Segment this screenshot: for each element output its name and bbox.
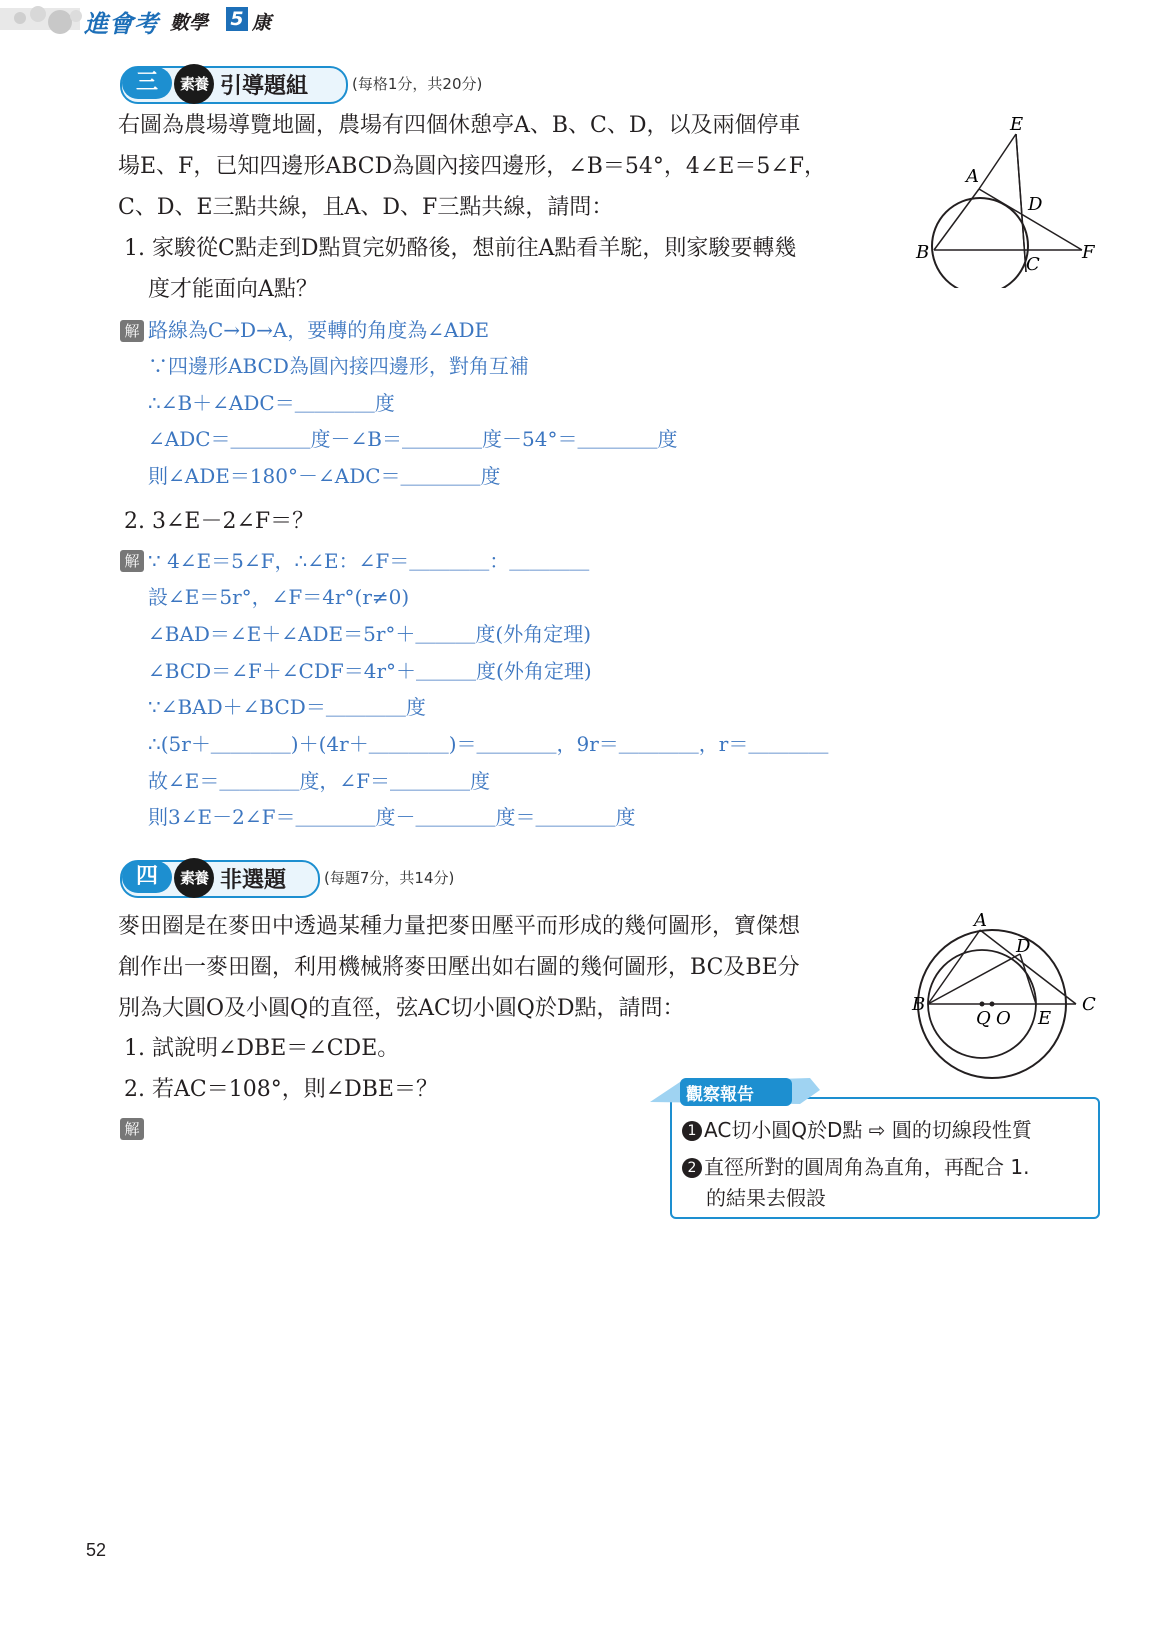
solution-marker: 解: [120, 320, 144, 342]
intro-line: 創作出一麥田圈，利用機械將麥田壓出如右圖的幾何圖形，BC及BE分: [118, 955, 800, 980]
solution-line: ∴∠B＋∠ADC＝＿＿＿＿度: [148, 391, 395, 415]
publisher-label: 康: [252, 12, 272, 34]
question-2: 2. 若AC＝108°，則∠DBE＝？: [124, 1077, 438, 1102]
intro-line: 麥田圈是在麥田中透過某種力量把麥田壓平而形成的幾何圖形，寶傑想: [118, 914, 801, 939]
literacy-badge: 素養: [174, 858, 214, 898]
section-number: 三: [122, 67, 172, 99]
intro-line: C、D、E三點共線，且A、D、F三點共線，請問：: [118, 195, 614, 220]
solution-line: ∠ADC＝＿＿＿＿度－∠B＝＿＿＿＿度－54°＝＿＿＿＿度: [148, 427, 678, 451]
section-score: (每題7分，共14分): [324, 869, 455, 887]
label-Q: Q: [976, 1008, 991, 1029]
solution-line: 則∠ADE＝180°－∠ADC＝＿＿＿＿度: [148, 464, 501, 488]
section-title: 引導題組: [220, 74, 309, 99]
section-3-heading: [120, 66, 520, 102]
intro-line: 右圖為農場導覽地圖，農場有四個休憩亭A、B、C、D，以及兩個停車: [118, 113, 801, 138]
intro-line: 別為大圓O及小圓Q的直徑，弦AC切小圓Q於D點，請問：: [118, 996, 685, 1021]
report-item-text: 直徑所對的圓周角為直角，再配合 1.: [704, 1155, 1030, 1179]
grade-badge: 5: [226, 7, 248, 31]
report-item-text: AC切小圓Q於D點 ⇨ 圓的切線段性質: [704, 1118, 1032, 1142]
crop-circle-figure: [906, 908, 1106, 1088]
report-title: 觀察報告: [686, 1085, 754, 1105]
section-score: (每格1分，共20分): [352, 75, 483, 93]
label-A: A: [974, 910, 987, 931]
solution-marker: 解: [120, 550, 144, 572]
solution-line: ∴(5r＋＿＿＿＿)＋(4r＋＿＿＿＿)＝＿＿＿＿，9r＝＿＿＿＿，r＝＿＿＿＿: [148, 732, 829, 756]
label-D: D: [1016, 936, 1031, 957]
label-C: C: [1082, 994, 1096, 1015]
report-item-2: [682, 1151, 1029, 1180]
intro-line: 場E、F，已知四邊形ABCD為圓內接四邊形，∠B＝54°，4∠E＝5∠F，: [118, 154, 827, 179]
label-E: E: [1010, 114, 1024, 135]
label-F: F: [1082, 242, 1095, 263]
solution-line: ∵四邊形ABCD為圓內接四邊形，對角互補: [148, 354, 529, 378]
page-number: 52: [86, 1540, 107, 1560]
question-1-cont: 度才能面向A點？: [148, 277, 318, 302]
solution-line: ∠BCD＝∠F＋∠CDF＝4r°＋＿＿＿度(外角定理): [148, 659, 592, 683]
solution-line: 路線為C→D→A，要轉的角度為∠ADE: [148, 318, 490, 342]
solution-line: 故∠E＝＿＿＿＿度，∠F＝＿＿＿＿度: [148, 769, 490, 793]
label-E: E: [1038, 1008, 1052, 1029]
question-1: 1. 家駿從C點走到D點買完奶酪後，想前往A點看羊駝，則家駿要轉幾: [124, 236, 797, 261]
brand-logo: 進會考: [84, 10, 159, 38]
report-item-1: [682, 1114, 1032, 1143]
label-D: D: [1028, 194, 1043, 215]
solution-marker: 解: [120, 1118, 144, 1140]
section-title: 非選題: [220, 868, 287, 893]
label-A: A: [966, 166, 979, 187]
literacy-badge: 素養: [174, 64, 214, 104]
item-number: 2: [682, 1158, 702, 1178]
label-C: C: [1026, 254, 1040, 275]
question-2: 2. 3∠E－2∠F＝？: [124, 509, 315, 534]
report-item-2-cont: 的結果去假設: [706, 1186, 826, 1210]
subject-label: 數學: [170, 12, 209, 34]
label-B: B: [912, 994, 926, 1015]
solution-line: ∵ 4∠E＝5∠F，∴∠E：∠F＝＿＿＿＿：＿＿＿＿: [148, 549, 590, 573]
section-4-heading: [120, 860, 520, 896]
item-number: 1: [682, 1121, 702, 1141]
solution-line: ∵∠BAD＋∠BCD＝＿＿＿＿度: [148, 695, 426, 719]
label-B: B: [916, 242, 930, 263]
solution-line: 設∠E＝5r°，∠F＝4r°(r≠0): [148, 585, 410, 609]
section-number: 四: [122, 861, 172, 893]
solution-line: ∠BAD＝∠E＋∠ADE＝5r°＋＿＿＿度(外角定理): [148, 622, 592, 646]
label-O: O: [996, 1008, 1011, 1029]
question-1: 1. 試說明∠DBE＝∠CDE。: [124, 1036, 400, 1061]
solution-line: 則3∠E－2∠F＝＿＿＿＿度－＿＿＿＿度＝＿＿＿＿度: [148, 805, 636, 829]
farm-map-figure: [912, 108, 1102, 288]
